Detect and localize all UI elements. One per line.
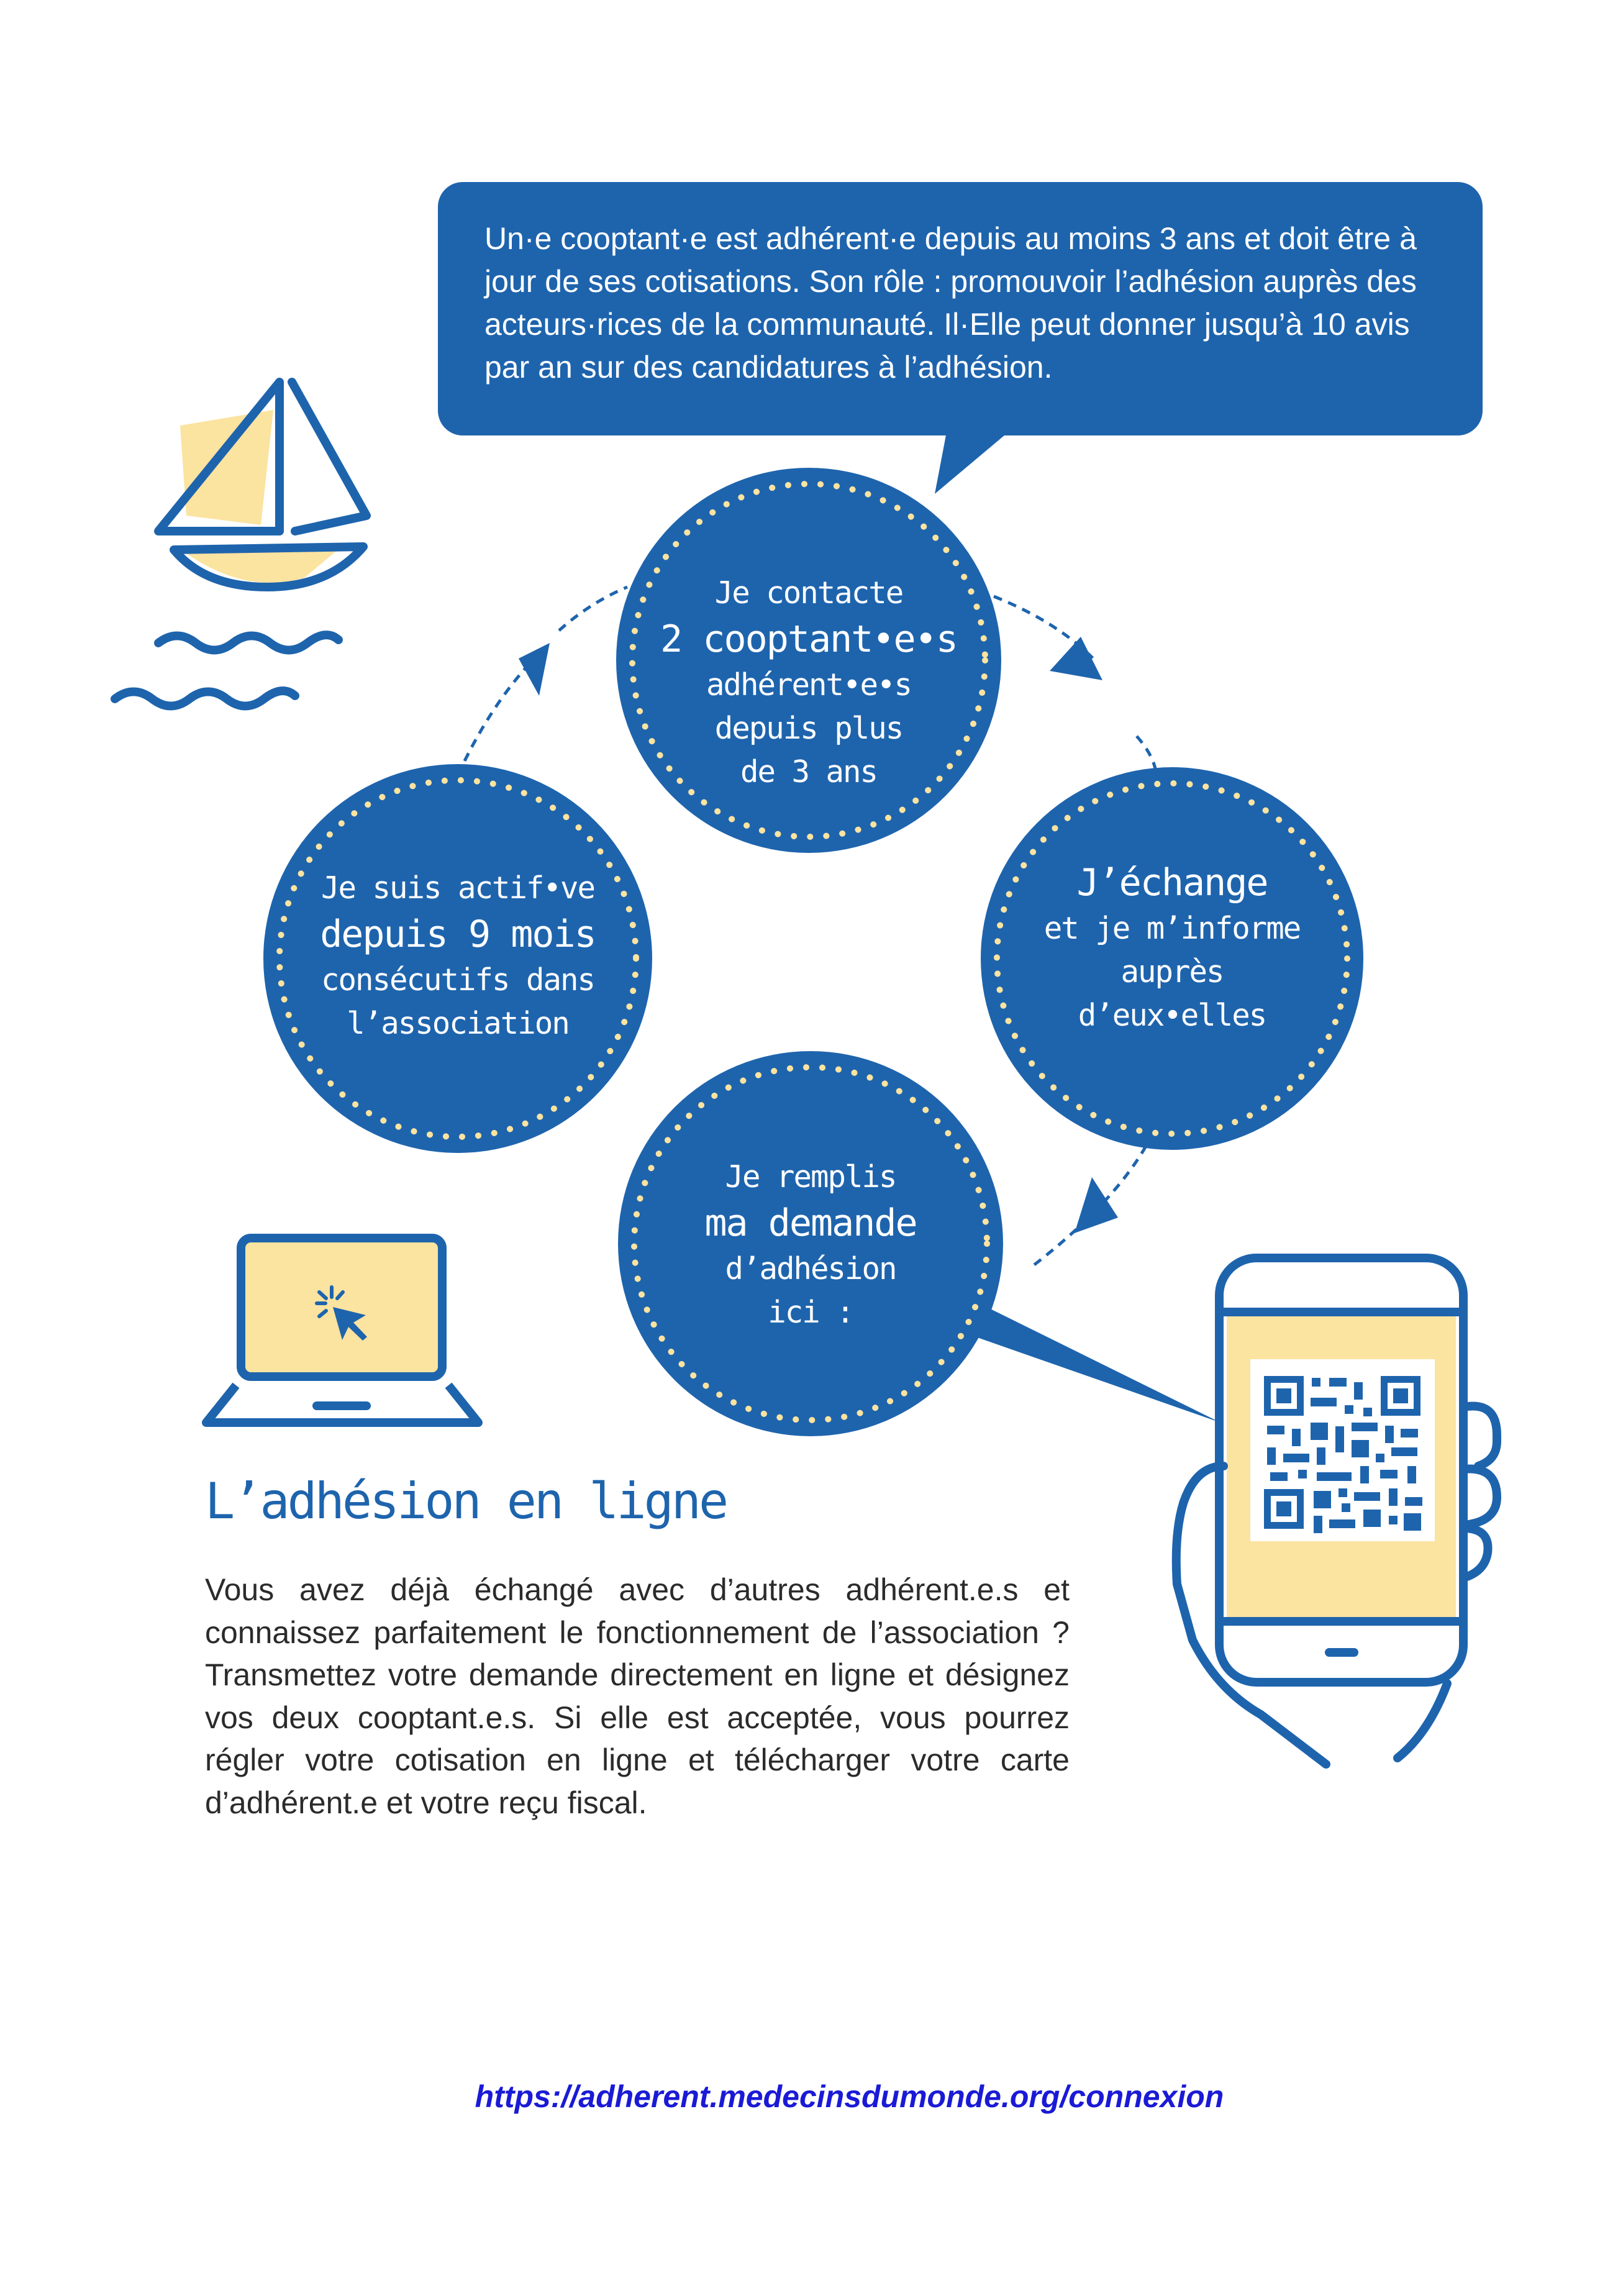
step-contact-line-3: adhérent•e•s bbox=[706, 667, 911, 703]
step-active-line-3: consécutifs dans bbox=[320, 962, 594, 998]
step-exchange-line-4: d’eux•elles bbox=[1078, 998, 1266, 1033]
step-exchange-line-1: J’échange bbox=[1076, 861, 1268, 904]
cooptant-definition: Un·e cooptant·e est adhérent·e depuis au moins 3 ans et doit être à jour de ses cotisations. Son rôle : promouvoir l’adhésion auprès des acteurs·rices de la communauté. Il·Elle peut donner jusqu’à 10 avis par an sur des candidatures à l’adhésion. bbox=[484, 221, 1417, 385]
step-apply bbox=[630, 1155, 991, 1334]
step-active bbox=[271, 867, 644, 1046]
online-paragraph-text: Vous avez déjà échangé avec d’autres adhérent.e.s et connaissez parfaitement le fonctionnement de l’association ? Transmettez votre demande directement en ligne et désignez vos deux cooptant.e.s. Si elle est acceptée, vous pourrez régler votre cotisation en ligne et télécharger votre carte d’adhérent.e et votre reçu fiscal. bbox=[205, 1572, 1070, 1820]
step-contact-line-5: de 3 ans bbox=[740, 754, 877, 790]
step-apply-line-3: d’adhésion bbox=[725, 1251, 896, 1287]
step-active-line-1: Je suis actif•ve bbox=[320, 870, 594, 906]
step-apply-line-1: Je remplis bbox=[725, 1159, 896, 1195]
step-active-line-4: l’association bbox=[347, 1006, 569, 1041]
step-contact-line-4: depuis plus bbox=[714, 711, 903, 746]
speech-bubble-text bbox=[484, 217, 1453, 389]
step-contact-line-1: Je contacte bbox=[714, 575, 903, 611]
membership-link[interactable]: https://adherent.medecinsdumonde.org/connexion bbox=[475, 2079, 1224, 2114]
step-contact bbox=[629, 572, 989, 794]
waves-icon bbox=[115, 635, 339, 706]
step-apply-line-4: ici : bbox=[768, 1295, 853, 1330]
step-exchange bbox=[992, 859, 1352, 1037]
membership-link-container bbox=[0, 2079, 1618, 2115]
step-contact-line-2: 2 cooptant•e•s bbox=[660, 617, 957, 661]
qr-code-icon bbox=[1250, 1359, 1435, 1541]
online-paragraph bbox=[205, 1569, 1070, 1824]
online-heading: L’adhésion en ligne bbox=[205, 1472, 727, 1530]
step-active-line-2: depuis 9 mois bbox=[320, 913, 596, 956]
step-exchange-line-2: et je m’informe bbox=[1043, 911, 1301, 946]
step-exchange-line-3: auprès bbox=[1120, 954, 1224, 990]
step-apply-line-2: ma demande bbox=[704, 1201, 917, 1245]
sailboat-icon bbox=[158, 382, 366, 587]
